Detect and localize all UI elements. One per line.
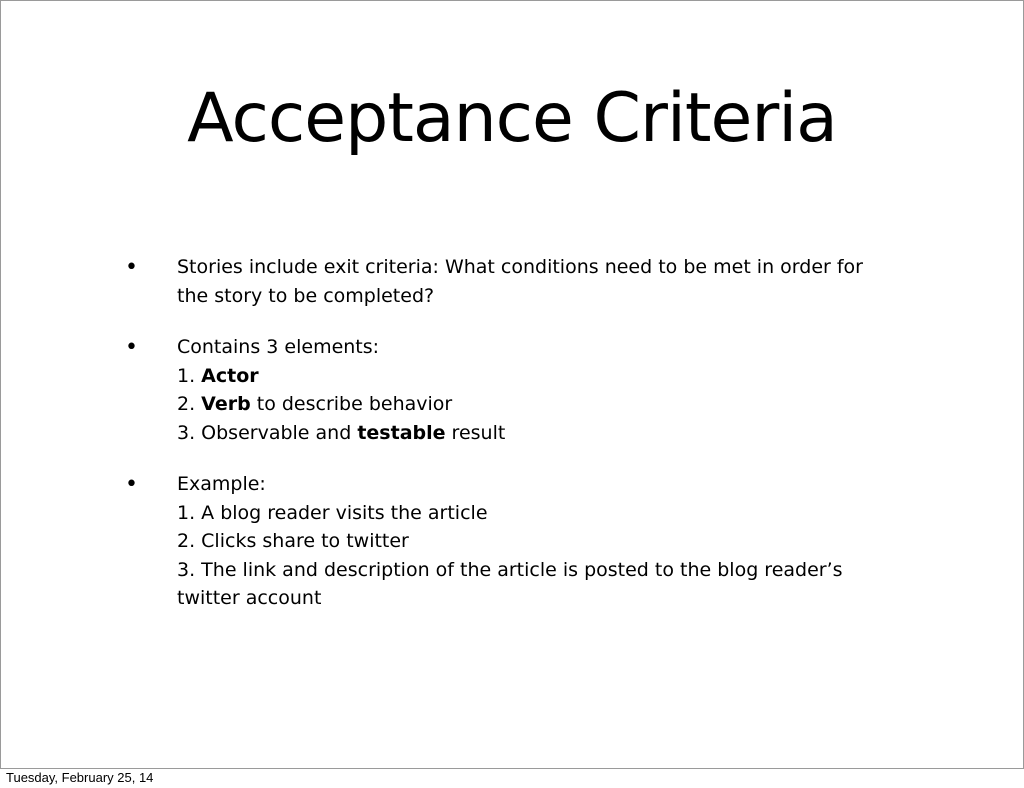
- text-run: result: [445, 421, 506, 444]
- bullet-list: [121, 253, 881, 636]
- bullet-line: [177, 419, 881, 448]
- text-run: 2.: [177, 393, 202, 415]
- text-run: twitter account: [177, 587, 322, 609]
- bullet-line: [177, 362, 881, 391]
- bullet-line: [177, 253, 881, 282]
- bullet-icon: •: [125, 472, 138, 497]
- text-run: to describe behavior: [250, 393, 453, 415]
- text-run: Example:: [177, 473, 266, 495]
- bold-term: Actor: [201, 364, 259, 387]
- bullet-icon: •: [125, 335, 138, 360]
- bullet-line: [177, 556, 881, 585]
- text-run: 1.: [177, 364, 202, 387]
- bullet-line: [177, 584, 881, 613]
- bullet-line: [177, 390, 881, 419]
- text-run: 1. A blog reader visits the article: [177, 501, 488, 524]
- slide-title: Acceptance Criteria: [187, 79, 837, 158]
- text-run: 2. Clicks share to twitter: [177, 530, 409, 552]
- footer-date: Tuesday, February 25, 14: [6, 770, 154, 785]
- bullet-icon: •: [125, 255, 138, 280]
- bullet-line: [177, 333, 881, 362]
- bullet-item: [121, 470, 881, 613]
- bullet-line: [177, 527, 881, 556]
- bullet-item: [121, 333, 881, 447]
- bullet-line: [177, 470, 881, 499]
- text-run: Contains 3 elements:: [177, 336, 380, 358]
- text-run: 3. Observable and: [177, 421, 358, 444]
- bold-term: Verb: [201, 393, 251, 415]
- text-run: 3. The link and description of the article is posted to the blog reader’s: [177, 558, 843, 581]
- bullet-line: [177, 499, 881, 528]
- bullet-line: [177, 282, 881, 311]
- text-run: the story to be completed?: [177, 284, 435, 307]
- text-run: Stories include exit criteria: What conditions need to be met in order for: [177, 256, 863, 278]
- bullet-item: [121, 253, 881, 310]
- bold-term: testable: [357, 421, 446, 444]
